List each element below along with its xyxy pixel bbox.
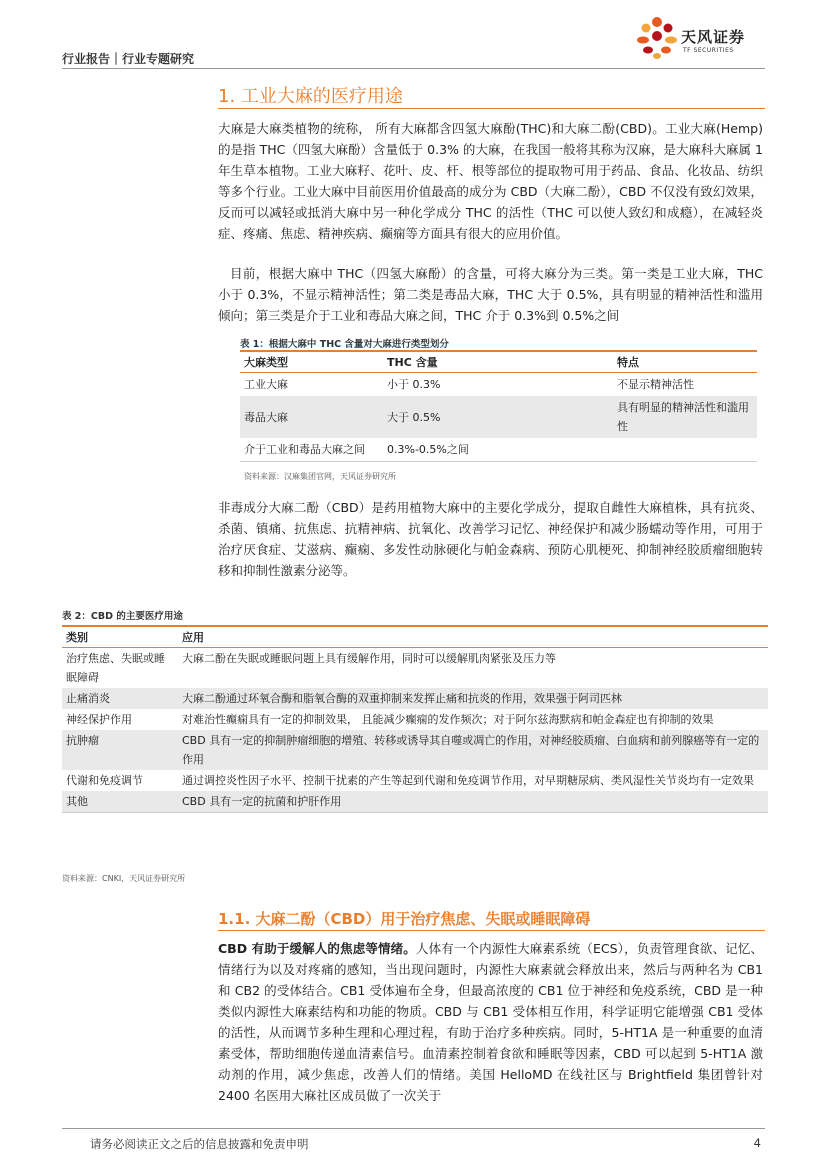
table-cell: 止痛消炎 xyxy=(62,688,178,709)
table-source: 资料来源：汉麻集团官网，天风证券研究所 xyxy=(244,472,396,481)
table-header-row xyxy=(240,351,757,373)
table-caption: 表 2：CBD 的主要医疗用途 xyxy=(62,611,183,622)
table-cell: 工业大麻 xyxy=(244,378,288,391)
thc-classification-table xyxy=(240,350,757,462)
table-row xyxy=(240,438,757,462)
report-category: 行业报告｜行业专题研究 xyxy=(62,52,195,66)
table-row xyxy=(62,688,768,709)
table-cell: 大麻二酚在失眠或睡眠问题上具有缓解作用，同时可以缓解肌肉紧张及压力等 xyxy=(182,652,556,665)
logo-flower-icon xyxy=(635,14,679,60)
table-cell: 神经保护作用 xyxy=(66,713,132,726)
footer-disclaimer: 请务必阅读正文之后的信息披露和免责申明 xyxy=(90,1137,309,1151)
table-cell: 小于 0.3% xyxy=(387,378,441,391)
table-cell: 大麻二酚通过环氧合酶和脂氧合酶的双重抑制来发挥止痛和抗炎的作用，效果强于阿司匹林 xyxy=(178,688,768,709)
table-caption: 表 1：根据大麻中 THC 含量对大麻进行类型划分 xyxy=(240,339,449,350)
table-header-cell: 特点 xyxy=(613,351,757,373)
table-row xyxy=(62,709,768,730)
table-row xyxy=(62,791,768,813)
table-header-row xyxy=(62,626,768,648)
header-divider xyxy=(62,68,765,69)
table-cell: 治疗焦虑、失眠或睡眠障碍 xyxy=(66,652,165,684)
table-cell: 介于工业和毒品大麻之间 xyxy=(240,438,383,462)
subsection-title-underline xyxy=(218,930,765,931)
paragraph: 非毒成分大麻二酚（CBD）是药用植物大麻中的主要化学成分，提取自雌性大麻植株，具有抗炎、杀菌、镇痛、抗焦虑、抗精神病、抗氧化、改善学习记忆、神经保护和减少肠蠕动等作用，可用于治疗厌食症、艾滋病、癫痫、多发性动脉硬化与帕金森病、预防心肌梗死、抑制神经胶质瘤细胞转移和抑制性激素分泌等。 xyxy=(218,500,763,578)
paragraph: 大麻是大麻类植物的统称， 所有大麻都含四氢大麻酚(THC)和大麻二酚(CBD)。工业大麻(Hemp)的是指 THC（四氢大麻酚）含量低于 0.3% 的大麻，在我国一般将其称为汉麻，是大麻科大麻属 1 年生草本植物。工业大麻籽、花叶、皮、杆、根等部位的提取物可用于药品、食品、化妆品、纺织等多个行业。工业大麻中目前医用价值最高的成分为 CBD（大麻二酚），CBD 不仅没有致幻效果，反而可以减轻或抵消大麻中另一种化学成分 THC 的活性（THC 可以使人致幻和成瘾），在减轻炎症、疼痛、焦虑、精神疾病、癫痫等方面具有很大的应用价值。 xyxy=(218,121,763,241)
table-header-cell: 应用 xyxy=(178,626,768,648)
table-cell: 大于 0.5% xyxy=(383,396,613,438)
table-cell: CBD 具有一定的抑制肿瘤细胞的增殖、转移或诱导其自噬或凋亡的作用，对神经胶质瘤、白血病和前列腺癌等有一定的作用 xyxy=(178,730,768,770)
section-title: 1. 工业大麻的医疗用途 xyxy=(218,86,403,107)
cbd-uses-table xyxy=(62,625,768,813)
table-row xyxy=(240,396,757,438)
logo-name-cn: 天风证券 xyxy=(681,28,746,46)
table-header-cell: 类别 xyxy=(62,626,178,648)
paragraph xyxy=(218,938,763,1106)
table-cell: 代谢和免疫调节 xyxy=(66,774,143,787)
subsection-title: 1.1. 大麻二酚（CBD）用于治疗焦虑、失眠或睡眠障碍 xyxy=(218,910,591,928)
paragraph-lead: CBD 有助于缓解人的焦虑等情绪。 xyxy=(218,941,416,956)
table-row xyxy=(240,373,757,397)
table-cell: CBD 具有一定的抗菌和护肝作用 xyxy=(178,791,768,813)
table-cell: 通过调控炎性因子水平、控制干扰素的产生等起到代谢和免疫调节作用，对早期糖尿病、类风湿性关节炎均有一定效果 xyxy=(182,774,754,787)
table-cell: 0.3%-0.5%之间 xyxy=(383,438,613,462)
page-number: 4 xyxy=(753,1136,761,1150)
company-logo xyxy=(635,14,765,62)
page-header xyxy=(62,0,765,68)
footer-divider xyxy=(62,1128,765,1129)
table-cell: 其他 xyxy=(62,791,178,813)
table-row xyxy=(62,648,768,689)
table-cell: 不显示精神活性 xyxy=(617,378,694,391)
table-header-cell: THC 含量 xyxy=(383,351,613,373)
table-cell: 毒品大麻 xyxy=(240,396,383,438)
table-cell: 抗肿瘤 xyxy=(62,730,178,770)
table-header-cell: 大麻类型 xyxy=(240,351,383,373)
table-cell: 对难治性癫痫具有一定的抑制效果， 且能减少癫痫的发作频次；对于阿尔兹海默病和帕金森症也有抑制的效果 xyxy=(182,713,714,726)
table-source: 资料来源：CNKI，天风证券研究所 xyxy=(62,874,186,883)
paragraph-body: 人体有一个内源性大麻素系统（ECS），负责管理食欲、记忆、情绪行为以及对疼痛的感知，当出现问题时，内源性大麻素就会释放出来，然后与两种名为 CB1 和 CB2 的受体结合。CB1 受体遍布全身，但最高浓度的 CB1 位于神经和免疫系统，CBD 是一种类似内源性大麻素结构和功能的物质。CBD 与 CB1 受体相互作用，科学证明它能增强 CB1 受体的活性，从而调节多种生理和心理过程，有助于治疗多种疾病。同时，5-HT1A 是一种重要的血清素受体，帮助细胞传递血清素信号。血清素控制着食欲和睡眠等因素，CBD 可以起到 5-HT1A 激动剂的作用，减少焦虑，改善人们的情绪。美国 HelloMD 在线社区与 Brightfield 集团曾针对 2400 名医用大麻社区成员做了一次关于 xyxy=(218,941,764,1103)
table-cell xyxy=(613,438,757,462)
table-row xyxy=(62,730,768,770)
logo-name-en: TF SECURITIES xyxy=(683,47,734,54)
paragraph: 目前，根据大麻中 THC（四氢大麻酚）的含量，可将大麻分为三类。第一类是工业大麻，THC 小于 0.3%，不显示精神活性；第二类是毒品大麻，THC 大于 0.5%，具有明显的精神活性和滥用倾向；第三类是介于工业和毒品大麻之间，THC 介于 0.3%到 0.5%之间 xyxy=(218,266,763,323)
table-cell: 具有明显的精神活性和滥用性 xyxy=(613,396,757,438)
table-row xyxy=(62,770,768,791)
section-title-underline xyxy=(218,108,765,109)
